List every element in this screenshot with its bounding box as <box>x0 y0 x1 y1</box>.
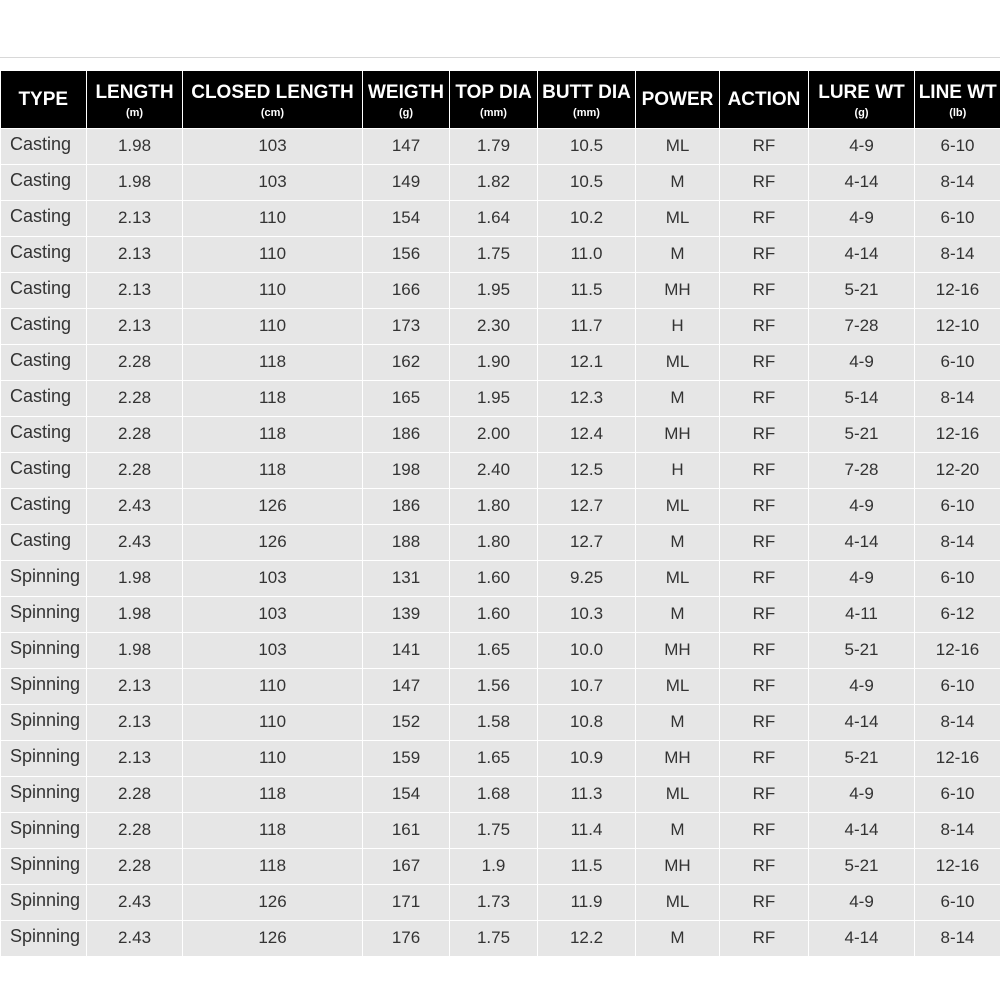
cell-line-wt: 8-14 <box>915 524 1000 560</box>
cell-action: RF <box>720 416 809 452</box>
column-header-type <box>1 71 87 128</box>
cell-weigth: 188 <box>363 524 450 560</box>
table-row <box>1 452 1000 488</box>
cell-line-wt: 8-14 <box>915 920 1000 956</box>
cell-closed-length: 126 <box>183 488 363 524</box>
cell-length: 2.13 <box>87 668 183 704</box>
cell-closed-length: 126 <box>183 524 363 560</box>
cell-top-dia: 1.9 <box>450 848 538 884</box>
cell-type: Casting <box>1 524 87 560</box>
column-header-label: POWER <box>641 89 714 111</box>
column-header-unit: (g) <box>854 107 869 120</box>
cell-length: 2.28 <box>87 776 183 812</box>
cell-line-wt: 8-14 <box>915 704 1000 740</box>
cell-weigth: 139 <box>363 596 450 632</box>
cell-closed-length: 103 <box>183 128 363 164</box>
cell-power: M <box>636 812 720 848</box>
cell-butt-dia: 11.9 <box>538 884 636 920</box>
cell-line-wt: 12-16 <box>915 416 1000 452</box>
cell-length: 2.28 <box>87 452 183 488</box>
cell-action: RF <box>720 272 809 308</box>
cell-line-wt: 6-10 <box>915 200 1000 236</box>
column-header-label: TYPE <box>18 89 69 111</box>
cell-top-dia: 1.95 <box>450 272 538 308</box>
cell-lure-wt: 5-21 <box>809 848 915 884</box>
cell-closed-length: 110 <box>183 272 363 308</box>
cell-weigth: 141 <box>363 632 450 668</box>
cell-line-wt: 12-10 <box>915 308 1000 344</box>
cell-top-dia: 1.95 <box>450 380 538 416</box>
table-row <box>1 308 1000 344</box>
table-row <box>1 776 1000 812</box>
cell-closed-length: 118 <box>183 452 363 488</box>
cell-line-wt: 8-14 <box>915 812 1000 848</box>
cell-weigth: 171 <box>363 884 450 920</box>
cell-top-dia: 1.82 <box>450 164 538 200</box>
table-row <box>1 596 1000 632</box>
cell-type: Spinning <box>1 776 87 812</box>
cell-action: RF <box>720 488 809 524</box>
column-header-weigth <box>363 71 450 128</box>
cell-type: Spinning <box>1 884 87 920</box>
cell-top-dia: 2.40 <box>450 452 538 488</box>
cell-action: RF <box>720 164 809 200</box>
cell-lure-wt: 4-14 <box>809 164 915 200</box>
column-header-label: BUTT DIA <box>542 82 631 104</box>
cell-power: ML <box>636 200 720 236</box>
cell-action: RF <box>720 632 809 668</box>
cell-action: RF <box>720 236 809 272</box>
cell-butt-dia: 11.4 <box>538 812 636 848</box>
cell-closed-length: 126 <box>183 920 363 956</box>
table-row <box>1 380 1000 416</box>
cell-length: 2.13 <box>87 236 183 272</box>
cell-action: RF <box>720 308 809 344</box>
header-row <box>1 71 1000 128</box>
cell-closed-length: 118 <box>183 416 363 452</box>
cell-butt-dia: 11.5 <box>538 272 636 308</box>
rod-spec-table <box>0 71 1000 957</box>
cell-line-wt: 12-16 <box>915 740 1000 776</box>
cell-closed-length: 118 <box>183 776 363 812</box>
cell-closed-length: 118 <box>183 344 363 380</box>
cell-lure-wt: 7-28 <box>809 308 915 344</box>
cell-butt-dia: 12.4 <box>538 416 636 452</box>
cell-action: RF <box>720 344 809 380</box>
cell-line-wt: 12-20 <box>915 452 1000 488</box>
table-row <box>1 128 1000 164</box>
column-header-label: LINE WT <box>918 82 997 104</box>
cell-line-wt: 12-16 <box>915 848 1000 884</box>
column-header-line-wt <box>915 71 1000 128</box>
cell-weigth: 198 <box>363 452 450 488</box>
cell-power: ML <box>636 560 720 596</box>
cell-length: 1.98 <box>87 560 183 596</box>
cell-closed-length: 110 <box>183 668 363 704</box>
cell-power: ML <box>636 776 720 812</box>
cell-lure-wt: 5-21 <box>809 416 915 452</box>
cell-butt-dia: 11.0 <box>538 236 636 272</box>
table-body <box>1 128 1000 956</box>
cell-lure-wt: 4-14 <box>809 812 915 848</box>
cell-type: Casting <box>1 488 87 524</box>
cell-weigth: 156 <box>363 236 450 272</box>
cell-type: Casting <box>1 380 87 416</box>
cell-type: Casting <box>1 128 87 164</box>
column-header-label: LENGTH <box>95 82 174 104</box>
cell-length: 2.28 <box>87 344 183 380</box>
table-row <box>1 488 1000 524</box>
cell-butt-dia: 12.3 <box>538 380 636 416</box>
cell-butt-dia: 12.7 <box>538 524 636 560</box>
cell-type: Casting <box>1 164 87 200</box>
cell-power: H <box>636 308 720 344</box>
column-header-unit: (m) <box>125 107 144 120</box>
cell-top-dia: 2.00 <box>450 416 538 452</box>
cell-power: MH <box>636 740 720 776</box>
cell-top-dia: 1.60 <box>450 596 538 632</box>
column-header-closed-length <box>183 71 363 128</box>
cell-line-wt: 6-10 <box>915 884 1000 920</box>
cell-top-dia: 2.30 <box>450 308 538 344</box>
cell-line-wt: 6-10 <box>915 128 1000 164</box>
cell-length: 1.98 <box>87 128 183 164</box>
column-header-unit: (g) <box>398 107 414 120</box>
cell-action: RF <box>720 848 809 884</box>
cell-closed-length: 118 <box>183 380 363 416</box>
cell-closed-length: 126 <box>183 884 363 920</box>
cell-top-dia: 1.65 <box>450 740 538 776</box>
cell-closed-length: 110 <box>183 704 363 740</box>
cell-lure-wt: 4-9 <box>809 776 915 812</box>
column-header-label: WEIGTH <box>368 82 444 104</box>
cell-butt-dia: 11.5 <box>538 848 636 884</box>
cell-line-wt: 6-10 <box>915 560 1000 596</box>
cell-weigth: 147 <box>363 668 450 704</box>
cell-butt-dia: 10.3 <box>538 596 636 632</box>
cell-closed-length: 118 <box>183 848 363 884</box>
cell-action: RF <box>720 452 809 488</box>
cell-weigth: 149 <box>363 164 450 200</box>
cell-line-wt: 12-16 <box>915 632 1000 668</box>
cell-type: Casting <box>1 200 87 236</box>
cell-top-dia: 1.75 <box>450 812 538 848</box>
cell-power: MH <box>636 848 720 884</box>
cell-weigth: 131 <box>363 560 450 596</box>
cell-type: Casting <box>1 308 87 344</box>
cell-lure-wt: 4-9 <box>809 884 915 920</box>
cell-type: Casting <box>1 416 87 452</box>
cell-length: 2.13 <box>87 740 183 776</box>
column-header-power <box>636 71 720 128</box>
cell-length: 2.43 <box>87 524 183 560</box>
cell-closed-length: 110 <box>183 308 363 344</box>
cell-closed-length: 103 <box>183 596 363 632</box>
cell-length: 2.28 <box>87 848 183 884</box>
cell-weigth: 173 <box>363 308 450 344</box>
cell-power: M <box>636 704 720 740</box>
table-row <box>1 920 1000 956</box>
column-header-unit: (cm) <box>260 107 285 120</box>
cell-closed-length: 103 <box>183 560 363 596</box>
cell-weigth: 176 <box>363 920 450 956</box>
cell-power: M <box>636 524 720 560</box>
cell-weigth: 167 <box>363 848 450 884</box>
column-header-lure-wt <box>809 71 915 128</box>
cell-length: 2.43 <box>87 884 183 920</box>
cell-butt-dia: 11.3 <box>538 776 636 812</box>
cell-closed-length: 103 <box>183 164 363 200</box>
cell-lure-wt: 4-14 <box>809 524 915 560</box>
cell-action: RF <box>720 596 809 632</box>
column-header-top-dia <box>450 71 538 128</box>
cell-lure-wt: 4-14 <box>809 704 915 740</box>
cell-butt-dia: 12.5 <box>538 452 636 488</box>
cell-action: RF <box>720 524 809 560</box>
cell-type: Spinning <box>1 668 87 704</box>
column-header-label: TOP DIA <box>455 82 532 104</box>
column-header-unit: (lb) <box>949 107 967 120</box>
cell-type: Spinning <box>1 740 87 776</box>
cell-butt-dia: 10.0 <box>538 632 636 668</box>
cell-length: 2.13 <box>87 200 183 236</box>
cell-lure-wt: 4-11 <box>809 596 915 632</box>
table-row <box>1 704 1000 740</box>
cell-closed-length: 110 <box>183 236 363 272</box>
column-header-unit: (mm) <box>573 107 600 120</box>
cell-power: H <box>636 452 720 488</box>
cell-length: 2.43 <box>87 488 183 524</box>
column-header-label: ACTION <box>727 89 801 111</box>
column-header-unit: (mm) <box>480 107 507 120</box>
cell-power: M <box>636 164 720 200</box>
cell-butt-dia: 12.2 <box>538 920 636 956</box>
table-row <box>1 272 1000 308</box>
cell-type: Casting <box>1 236 87 272</box>
table-row <box>1 884 1000 920</box>
cell-power: M <box>636 236 720 272</box>
table-row <box>1 236 1000 272</box>
cell-lure-wt: 5-21 <box>809 740 915 776</box>
cell-closed-length: 118 <box>183 812 363 848</box>
cell-type: Casting <box>1 344 87 380</box>
cell-top-dia: 1.75 <box>450 236 538 272</box>
table-row <box>1 164 1000 200</box>
cell-butt-dia: 10.5 <box>538 164 636 200</box>
table-row <box>1 848 1000 884</box>
cell-action: RF <box>720 776 809 812</box>
table-row <box>1 668 1000 704</box>
cell-length: 2.28 <box>87 380 183 416</box>
column-header-label: CLOSED LENGTH <box>191 82 354 104</box>
cell-type: Spinning <box>1 812 87 848</box>
cell-top-dia: 1.64 <box>450 200 538 236</box>
cell-lure-wt: 5-14 <box>809 380 915 416</box>
cell-weigth: 147 <box>363 128 450 164</box>
cell-lure-wt: 4-9 <box>809 668 915 704</box>
cell-length: 1.98 <box>87 632 183 668</box>
cell-power: ML <box>636 344 720 380</box>
cell-weigth: 152 <box>363 704 450 740</box>
cell-power: ML <box>636 884 720 920</box>
table-header <box>1 71 1000 128</box>
cell-lure-wt: 4-9 <box>809 344 915 380</box>
column-header-butt-dia <box>538 71 636 128</box>
cell-type: Casting <box>1 272 87 308</box>
cell-weigth: 166 <box>363 272 450 308</box>
cell-type: Spinning <box>1 596 87 632</box>
cell-butt-dia: 9.25 <box>538 560 636 596</box>
column-header-label: LURE WT <box>818 82 905 104</box>
cell-top-dia: 1.68 <box>450 776 538 812</box>
cell-weigth: 162 <box>363 344 450 380</box>
cell-top-dia: 1.60 <box>450 560 538 596</box>
cell-butt-dia: 10.5 <box>538 128 636 164</box>
cell-butt-dia: 10.8 <box>538 704 636 740</box>
cell-type: Spinning <box>1 848 87 884</box>
cell-butt-dia: 10.2 <box>538 200 636 236</box>
cell-lure-wt: 4-14 <box>809 236 915 272</box>
cell-line-wt: 12-16 <box>915 272 1000 308</box>
cell-butt-dia: 12.1 <box>538 344 636 380</box>
table-row <box>1 560 1000 596</box>
cell-top-dia: 1.80 <box>450 488 538 524</box>
cell-line-wt: 8-14 <box>915 236 1000 272</box>
cell-weigth: 154 <box>363 776 450 812</box>
cell-action: RF <box>720 668 809 704</box>
cell-length: 2.13 <box>87 308 183 344</box>
column-header-action <box>720 71 809 128</box>
cell-power: ML <box>636 668 720 704</box>
table-row <box>1 632 1000 668</box>
cell-type: Spinning <box>1 704 87 740</box>
cell-type: Spinning <box>1 560 87 596</box>
cell-action: RF <box>720 812 809 848</box>
cell-length: 1.98 <box>87 164 183 200</box>
cell-length: 2.28 <box>87 416 183 452</box>
table-row <box>1 344 1000 380</box>
cell-length: 1.98 <box>87 596 183 632</box>
cell-top-dia: 1.56 <box>450 668 538 704</box>
table-row <box>1 524 1000 560</box>
column-header-length <box>87 71 183 128</box>
cell-power: MH <box>636 272 720 308</box>
cell-butt-dia: 10.7 <box>538 668 636 704</box>
cell-line-wt: 8-14 <box>915 164 1000 200</box>
cell-top-dia: 1.80 <box>450 524 538 560</box>
cell-line-wt: 6-10 <box>915 668 1000 704</box>
cell-closed-length: 110 <box>183 200 363 236</box>
cell-top-dia: 1.73 <box>450 884 538 920</box>
top-divider-line <box>0 57 1000 58</box>
cell-length: 2.28 <box>87 812 183 848</box>
cell-weigth: 186 <box>363 416 450 452</box>
cell-top-dia: 1.65 <box>450 632 538 668</box>
cell-line-wt: 6-10 <box>915 344 1000 380</box>
cell-type: Spinning <box>1 632 87 668</box>
cell-type: Casting <box>1 452 87 488</box>
cell-butt-dia: 12.7 <box>538 488 636 524</box>
cell-top-dia: 1.90 <box>450 344 538 380</box>
cell-closed-length: 103 <box>183 632 363 668</box>
table-row <box>1 812 1000 848</box>
cell-action: RF <box>720 200 809 236</box>
cell-action: RF <box>720 380 809 416</box>
cell-lure-wt: 4-9 <box>809 560 915 596</box>
cell-power: M <box>636 380 720 416</box>
cell-type: Spinning <box>1 920 87 956</box>
cell-weigth: 165 <box>363 380 450 416</box>
cell-closed-length: 110 <box>183 740 363 776</box>
table-row <box>1 200 1000 236</box>
cell-action: RF <box>720 560 809 596</box>
cell-power: M <box>636 596 720 632</box>
cell-length: 2.13 <box>87 272 183 308</box>
table-row <box>1 740 1000 776</box>
cell-butt-dia: 11.7 <box>538 308 636 344</box>
cell-weigth: 159 <box>363 740 450 776</box>
cell-line-wt: 6-10 <box>915 488 1000 524</box>
cell-action: RF <box>720 884 809 920</box>
cell-power: ML <box>636 128 720 164</box>
cell-power: MH <box>636 632 720 668</box>
cell-weigth: 186 <box>363 488 450 524</box>
cell-line-wt: 8-14 <box>915 380 1000 416</box>
cell-top-dia: 1.75 <box>450 920 538 956</box>
cell-weigth: 161 <box>363 812 450 848</box>
cell-lure-wt: 5-21 <box>809 632 915 668</box>
cell-lure-wt: 7-28 <box>809 452 915 488</box>
cell-top-dia: 1.79 <box>450 128 538 164</box>
cell-lure-wt: 4-9 <box>809 128 915 164</box>
cell-action: RF <box>720 128 809 164</box>
cell-action: RF <box>720 920 809 956</box>
table-row <box>1 416 1000 452</box>
cell-action: RF <box>720 740 809 776</box>
cell-line-wt: 6-12 <box>915 596 1000 632</box>
cell-line-wt: 6-10 <box>915 776 1000 812</box>
cell-power: MH <box>636 416 720 452</box>
cell-lure-wt: 5-21 <box>809 272 915 308</box>
cell-power: ML <box>636 488 720 524</box>
cell-butt-dia: 10.9 <box>538 740 636 776</box>
cell-top-dia: 1.58 <box>450 704 538 740</box>
cell-lure-wt: 4-9 <box>809 200 915 236</box>
cell-length: 2.43 <box>87 920 183 956</box>
cell-lure-wt: 4-14 <box>809 920 915 956</box>
cell-weigth: 154 <box>363 200 450 236</box>
cell-lure-wt: 4-9 <box>809 488 915 524</box>
cell-length: 2.13 <box>87 704 183 740</box>
cell-power: M <box>636 920 720 956</box>
cell-action: RF <box>720 704 809 740</box>
